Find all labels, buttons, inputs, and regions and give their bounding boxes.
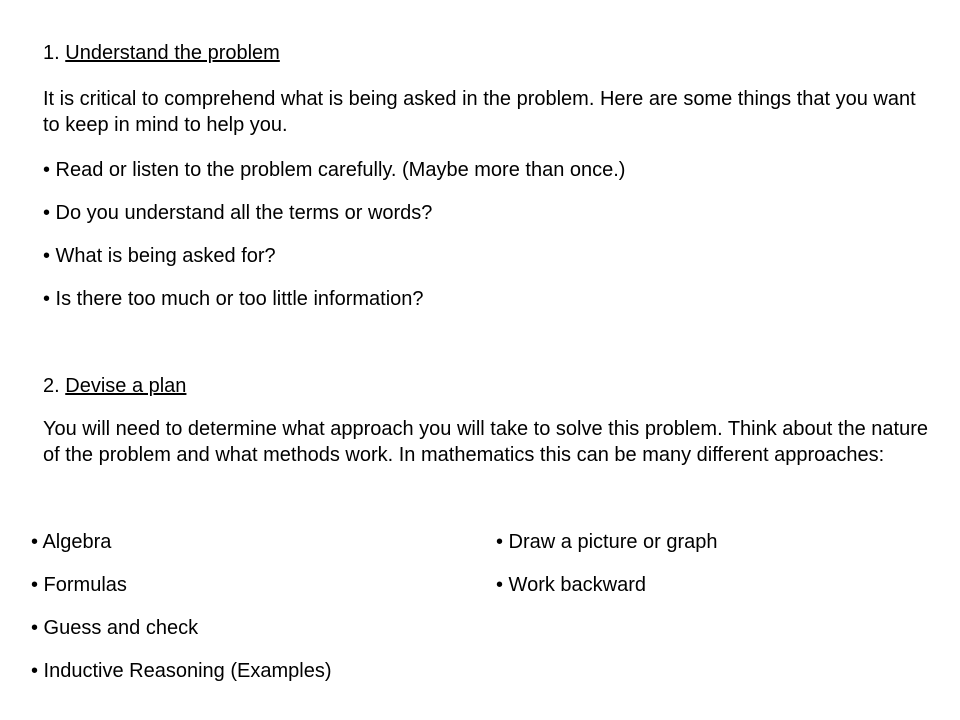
approach-item: • Algebra [31, 531, 112, 553]
section1-bullet: • Do you understand all the terms or words? [43, 202, 433, 224]
approach-item: • Work backward [496, 574, 647, 596]
section1-bullet: • Is there too much or too little information? [43, 288, 424, 310]
approach-item: • Formulas [31, 574, 127, 596]
section1-number: 1. [43, 42, 60, 64]
section1-bullet: • Read or listen to the problem carefully. (Maybe more than once.) [43, 159, 626, 181]
section1-intro: It is critical to comprehend what is being asked in the problem. Here are some things that you want to keep in mind to help you. [43, 88, 916, 136]
section1-title: Understand the problem [65, 42, 280, 64]
approach-item: • Guess and check [31, 617, 199, 639]
section2-number: 2. [43, 375, 60, 397]
approach-item: • Draw a picture or graph [496, 531, 718, 553]
section1-heading [43, 40, 280, 66]
section2-intro: You will need to determine what approach you will take to solve this problem. Think about the nature of the problem and what methods work. In mathematics this can be many different approaches: [43, 418, 928, 466]
section2-title: Devise a plan [65, 375, 187, 397]
section1-bullet: • What is being asked for? [43, 245, 276, 267]
section2-heading [43, 373, 186, 399]
approach-item: • Inductive Reasoning (Examples) [31, 660, 332, 682]
